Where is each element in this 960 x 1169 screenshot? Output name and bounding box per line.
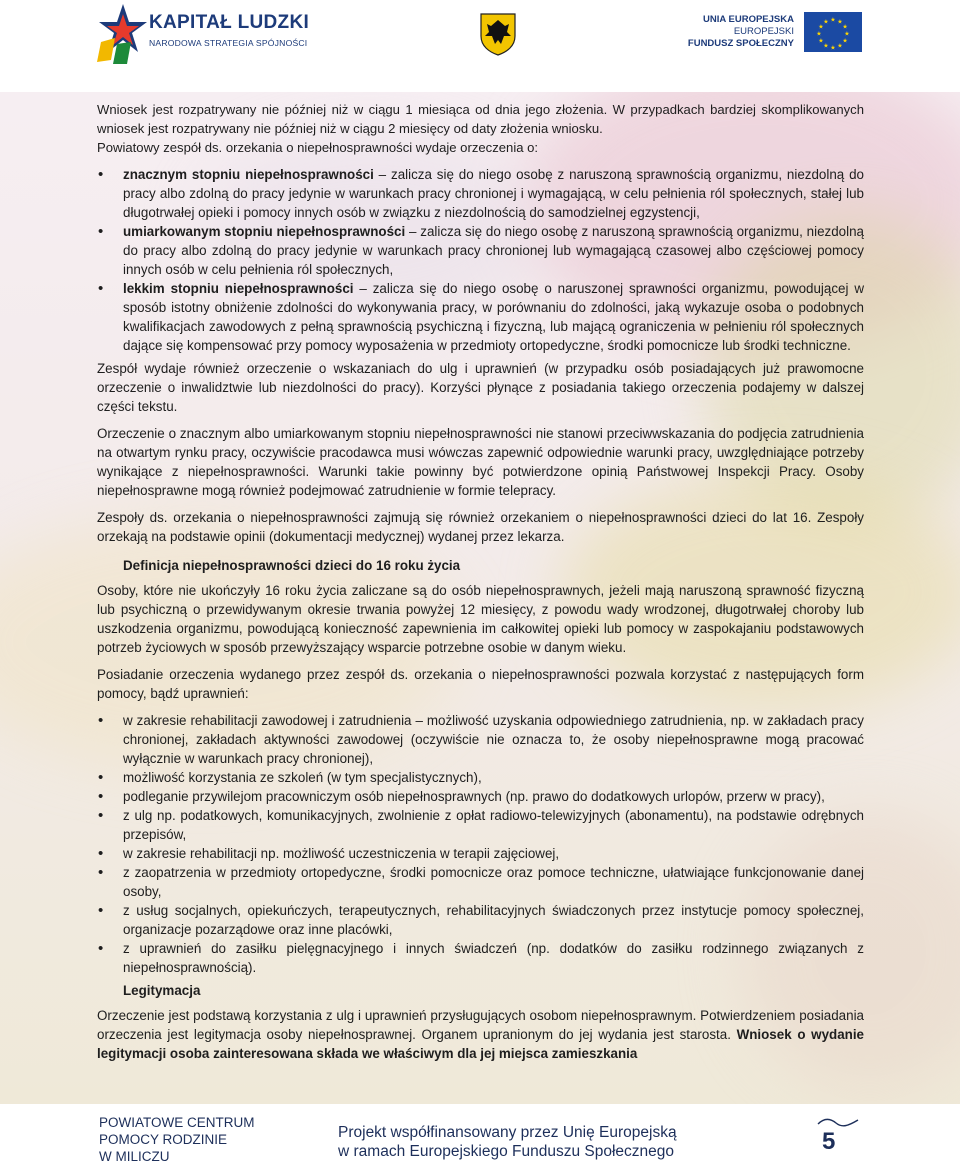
degree-list — [97, 165, 864, 355]
degree-term: znacznym stopniu niepełnosprawności — [123, 167, 374, 182]
eu-line-3: FUNDUSZ SPOŁECZNY — [687, 38, 794, 49]
intro-lead: Powiatowy zespół ds. orzekania o niepełnosprawności wydaje orzeczenia o: — [97, 140, 539, 155]
list-item: • z usług socjalnych, opiekuńczych, terapeutycznych, rehabilitacyjnych świadczonych przez instytucje pomocy społecznej, organizacje pozarządowe oraz inne placówki, — [97, 901, 864, 939]
svg-text:★: ★ — [816, 30, 822, 38]
degree-text: – zalicza się do niego osobę z naruszoną sprawnością organizmu, niezdolną do pracy albo zdolną do pracy jedynie w warunkach pracy chronionej i wymagającą, w celu pełnienia ról społecznych, stałej lub długotrwałej opieki i pomocy innych osób w związku z niezdolnością do samodzielnej egzystencji, — [123, 167, 864, 220]
kapital-ludzki-logo — [97, 2, 317, 66]
logo-title: KAPITAŁ LUDZKI — [149, 12, 310, 33]
list-item — [97, 222, 864, 279]
list-item: • z zaopatrzenia w przedmioty ortopedyczne, środki pomocnicze oraz pomoce techniczne, ułatwiające funkcjonowanie danej osoby, — [97, 863, 864, 901]
paragraph: Posiadanie orzeczenia wydanego przez zespół ds. orzekania o niepełnosprawności pozwala korzystać z następujących form pomocy, bądź uprawnień: — [97, 667, 864, 701]
footer-project — [338, 1123, 677, 1161]
intro-paragraph: Wniosek jest rozpatrywany nie później niż w ciągu 1 miesiąca od dnia jego złożenia. W przypadkach bardziej skomplikowanych wniosek jest rozpatrywany nie później niż w ciągu 2 miesięcy od daty złożenia wniosku. — [97, 102, 864, 136]
svg-text:★: ★ — [823, 18, 829, 26]
page-number: 5 — [822, 1128, 836, 1155]
paragraph: Zespół wydaje również orzeczenie o wskazaniach do ulg i uprawnień (w przypadku osób posiadających już prawomocne orzeczenie o inwalidztwie lub niezdolności do pracy). Korzyści płynące z posiadania takiego orzeczenia podajemy w dalszej części tekstu. — [97, 361, 864, 414]
eu-line-1: UNIA EUROPEJSKA — [703, 14, 794, 25]
svg-text:★: ★ — [844, 30, 850, 38]
eu-flag-icon — [804, 12, 862, 52]
svg-text:★: ★ — [830, 16, 836, 24]
paragraph: Zespoły ds. orzekania o niepełnosprawności zajmują się również orzekaniem o niepełnosprawności dzieci do lat 16. Zespoły orzekają na podstawie opinii (dokumentacji medycznej) wydanej przez lekarza. — [97, 510, 864, 544]
svg-text:★: ★ — [842, 37, 848, 45]
footer-line: W MILICZU — [99, 1149, 170, 1164]
svg-text:★: ★ — [818, 37, 824, 45]
logo-subtitle: NARODOWA STRATEGIA SPÓJNOŚCI — [149, 38, 308, 48]
footer-line: POWIATOWE CENTRUM — [99, 1115, 255, 1130]
degree-term: umiarkowanym stopniu niepełnosprawności — [123, 224, 406, 239]
star-logo-icon — [97, 2, 147, 66]
list-item — [97, 165, 864, 222]
eu-line-2: EUROPEJSKI — [733, 26, 794, 37]
wave-icon — [816, 1116, 860, 1128]
page-footer — [0, 1104, 960, 1169]
list-item: • w zakresie rehabilitacji zawodowej i zatrudnienia – możliwość uzyskania odpowiedniego zatrudnienia, np. w zakładach pracy chronionej, zakładach aktywności zawodowej (oczywiście nie oznacza to, że osoby niepełnosprawne mogą pracować wyłącznie w warunkach pracy chronionej), — [97, 711, 864, 768]
section-heading: Definicja niepełnosprawności dzieci do 16 roku życia — [123, 558, 461, 573]
svg-text:★: ★ — [837, 18, 843, 26]
section-heading: Legitymacja — [123, 983, 201, 998]
paragraph — [97, 1006, 864, 1063]
svg-text:★: ★ — [818, 23, 824, 31]
paragraph: Orzeczenie o znacznym albo umiarkowanym stopniu niepełnosprawności nie stanowi przeciwwskazania do podjęcia zatrudnienia na otwartym rynku pracy, oczywiście pracodawca musi wówczas zapewnić odpowiednie warunki pracy, uwzględniające potrzeby wynikające z niepełnosprawności. Warunki takie powinny być potwierdzone opinią Państwowej Inspekcji Pracy. Osoby niepełnosprawne mogą również podejmować zatrudnienie w formie telepracy. — [97, 426, 864, 498]
coat-of-arms-icon — [479, 12, 517, 56]
paragraph-text: Orzeczenie jest podstawą korzystania z ulg i uprawnień przysługujących osobom niepełnosprawnym. Potwierdzeniem posiadania orzeczenia jest legitymacja osoby niepełnosprawnej. Organem upranionym do jej wydania jest starosta. — [97, 1008, 864, 1042]
benefit-list — [97, 711, 864, 977]
list-item — [97, 279, 864, 355]
footer-line: w ramach Europejskiego Funduszu Społecznego — [338, 1143, 675, 1160]
paragraph: Osoby, które nie ukończyły 16 roku życia zaliczane są do osób niepełnosprawnych, jeżeli mają naruszoną sprawność fizyczną lub psychiczną o przewidywanym okresie trwania powyżej 12 miesięcy, z powodu wady wrodzonej, długotrwałej choroby lub uszkodzenia organizmu, powodującą konieczność zapewnienia im całkowitej opieki lub pomocy w zaspokajaniu podstawowych potrzeb życiowych w sposób przewyższający wsparcie potrzebne osobie w danym wieku. — [97, 583, 864, 655]
footer-institution — [99, 1114, 255, 1165]
footer-line: Projekt współfinansowany przez Unię Europejską — [338, 1124, 677, 1141]
main-content — [97, 100, 864, 1071]
page-header — [0, 0, 960, 92]
degree-text: – zalicza się do niego osobę z naruszoną sprawnością organizmu, niezdolną do pracy albo zdolną do pracy jedynie w warunkach pracy chronionej lub wymagającą czasowej albo częściowej pomocy innych osób w celu pełnienia ról społecznych, — [123, 224, 864, 277]
svg-text:★: ★ — [837, 42, 843, 50]
list-item: • z ulg np. podatkowych, komunikacyjnych, zwolnienie z opłat radiowo-telewizyjnych (abonamentu), na podstawie odrębnych przepisów, — [97, 806, 864, 844]
list-item: • możliwość korzystania ze szkoleń (w tym specjalistycznych), — [97, 768, 864, 787]
list-item: • w zakresie rehabilitacji np. możliwość uczestniczenia w terapii zajęciowej, — [97, 844, 864, 863]
footer-line: POMOCY RODZINIE — [99, 1132, 228, 1147]
svg-text:★: ★ — [830, 44, 836, 52]
paragraph-bold-text: Wniosek o wydanie legitymacji osoba zainteresowana składa we właściwym dla jej miejsca zamieszkania — [97, 1027, 864, 1061]
degree-term: lekkim stopniu niepełnosprawności — [123, 281, 354, 296]
eu-label — [688, 14, 794, 50]
degree-text: – zalicza się do niego osobę o naruszonej sprawności organizmu, powodującej w sposób istotny obniżenie zdolności do wykonywania pracy, w porównaniu do zdolności, jaką wykazuje osoba o podobnych kwalifikacjach zawodowych z pełną sprawnością psychiczną i fizyczną, lub mającą ograniczenia w pełnieniu ról społecznych dające się kompensować przy pomocy wyposażenia w przedmioty ortopedyczne, środki pomocnicze lub środki techniczne. — [123, 281, 865, 353]
svg-text:★: ★ — [823, 42, 829, 50]
svg-text:★: ★ — [842, 23, 848, 31]
list-item: • podleganie przywilejom pracowniczym osób niepełnosprawnych (np. prawo do dodatkowych urlopów, przerw w pracy), — [97, 787, 864, 806]
list-item: • z uprawnień do zasiłku pielęgnacyjnego i innych świadczeń (np. dodatków do zasiłku rodzinnego związanych z niepełnosprawnością). — [97, 939, 864, 977]
